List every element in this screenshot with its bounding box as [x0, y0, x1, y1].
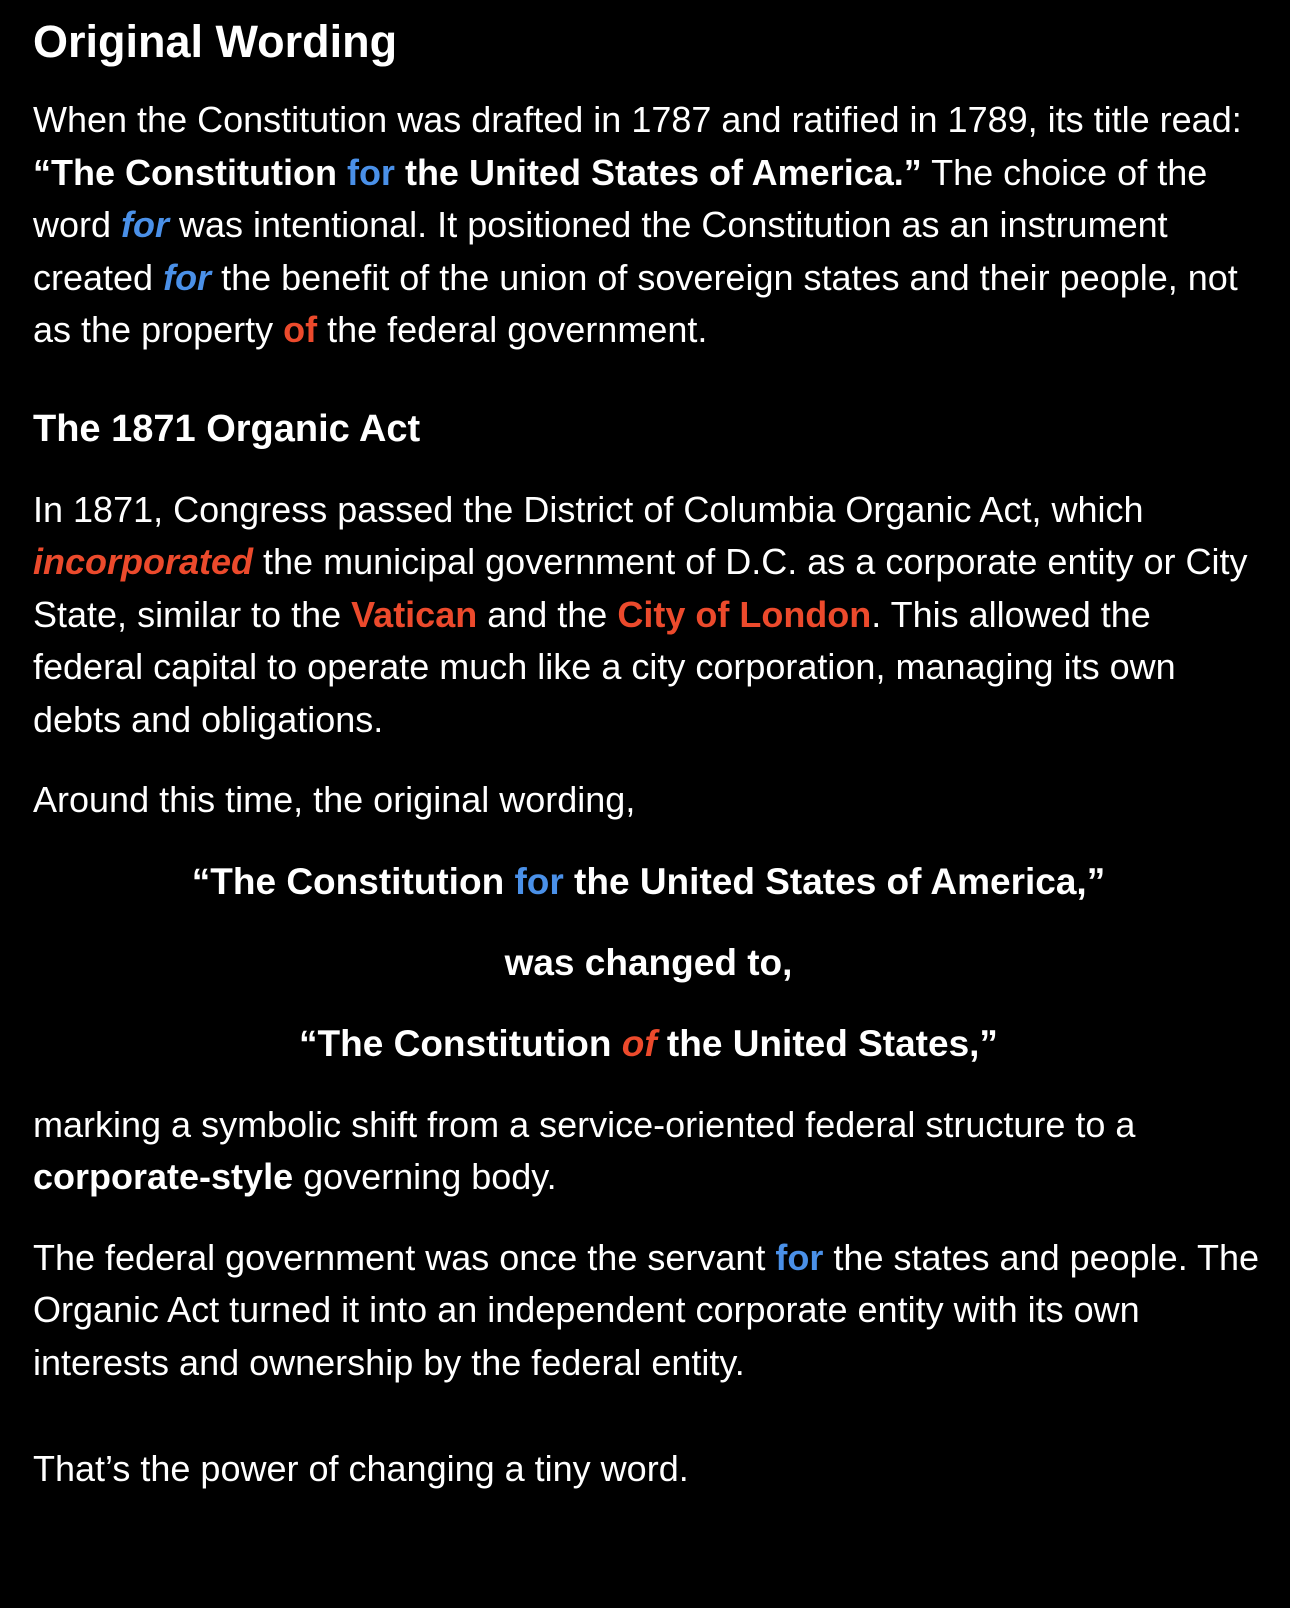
highlight-for: for: [163, 256, 212, 298]
changed-to-line: was changed to,: [504, 941, 793, 983]
highlight-of: of: [283, 309, 318, 350]
text-segment: the federal government.: [317, 309, 708, 350]
closing-line: That’s the power of changing a tiny word.: [33, 1448, 689, 1489]
paragraph-servant: [33, 1232, 1264, 1390]
page-title: Original Wording: [33, 16, 398, 67]
paragraph-organic-act: [33, 484, 1264, 747]
text-segment: governing body.: [293, 1156, 557, 1197]
quote-part: “The Constitution: [299, 1022, 622, 1064]
quote-part: the United States of America,”: [563, 860, 1106, 902]
quote-part: “The Constitution: [33, 151, 347, 193]
highlight-for: for: [775, 1236, 824, 1278]
text-segment: the states and people. The Organic Act turned it into an independent corporate entity with its own interests and ownership by the federal entity.: [33, 1236, 1260, 1383]
quote-part: “The Constitution: [191, 860, 515, 902]
text-segment: the benefit of the union of sovereign states and their people, not as the property: [33, 256, 1238, 350]
highlight-city-of-london: City of London: [617, 593, 872, 635]
text-segment: When the Constitution was drafted in 1787 and ratified in 1789, its title read:: [33, 99, 1242, 140]
quote-part: the United States of America.”: [394, 151, 922, 193]
paragraph-original-title: [33, 94, 1264, 357]
quoted-title: [33, 152, 922, 193]
highlight-for: for: [346, 151, 395, 193]
paragraph-symbolic-shift: [33, 1099, 1264, 1204]
quote-part: the United States,”: [656, 1022, 998, 1064]
highlight-incorporated: incorporated: [33, 541, 254, 582]
highlight-of: of: [621, 1022, 657, 1064]
quote-original: [33, 856, 1264, 908]
highlight-corporate-style: corporate-style: [33, 1156, 294, 1197]
text-segment: was intentional. It positioned the Constitution as an instrument created: [33, 204, 1168, 298]
paragraph-around-this-time: Around this time, the original wording,: [33, 779, 636, 820]
highlight-vatican: Vatican: [351, 593, 478, 635]
quote-changed: [33, 1018, 1264, 1070]
section-heading: The 1871 Organic Act: [33, 407, 421, 450]
text-segment: The federal government was once the servant: [33, 1236, 776, 1278]
text-segment: . This allowed the federal capital to operate much like a city corporation, managing its own debts and obligations.: [33, 593, 1176, 740]
text-segment: the municipal government of D.C. as a corporate entity or City State, similar to the: [33, 541, 1248, 635]
highlight-for: for: [121, 204, 170, 245]
text-segment: and the: [477, 593, 618, 635]
text-segment: marking a symbolic shift from a service-oriented federal structure to a: [33, 1103, 1136, 1145]
text-segment: The choice of the word: [33, 151, 1208, 245]
text-segment: In 1871, Congress passed the District of Columbia Organic Act, which: [33, 488, 1144, 530]
highlight-for: for: [514, 860, 564, 902]
